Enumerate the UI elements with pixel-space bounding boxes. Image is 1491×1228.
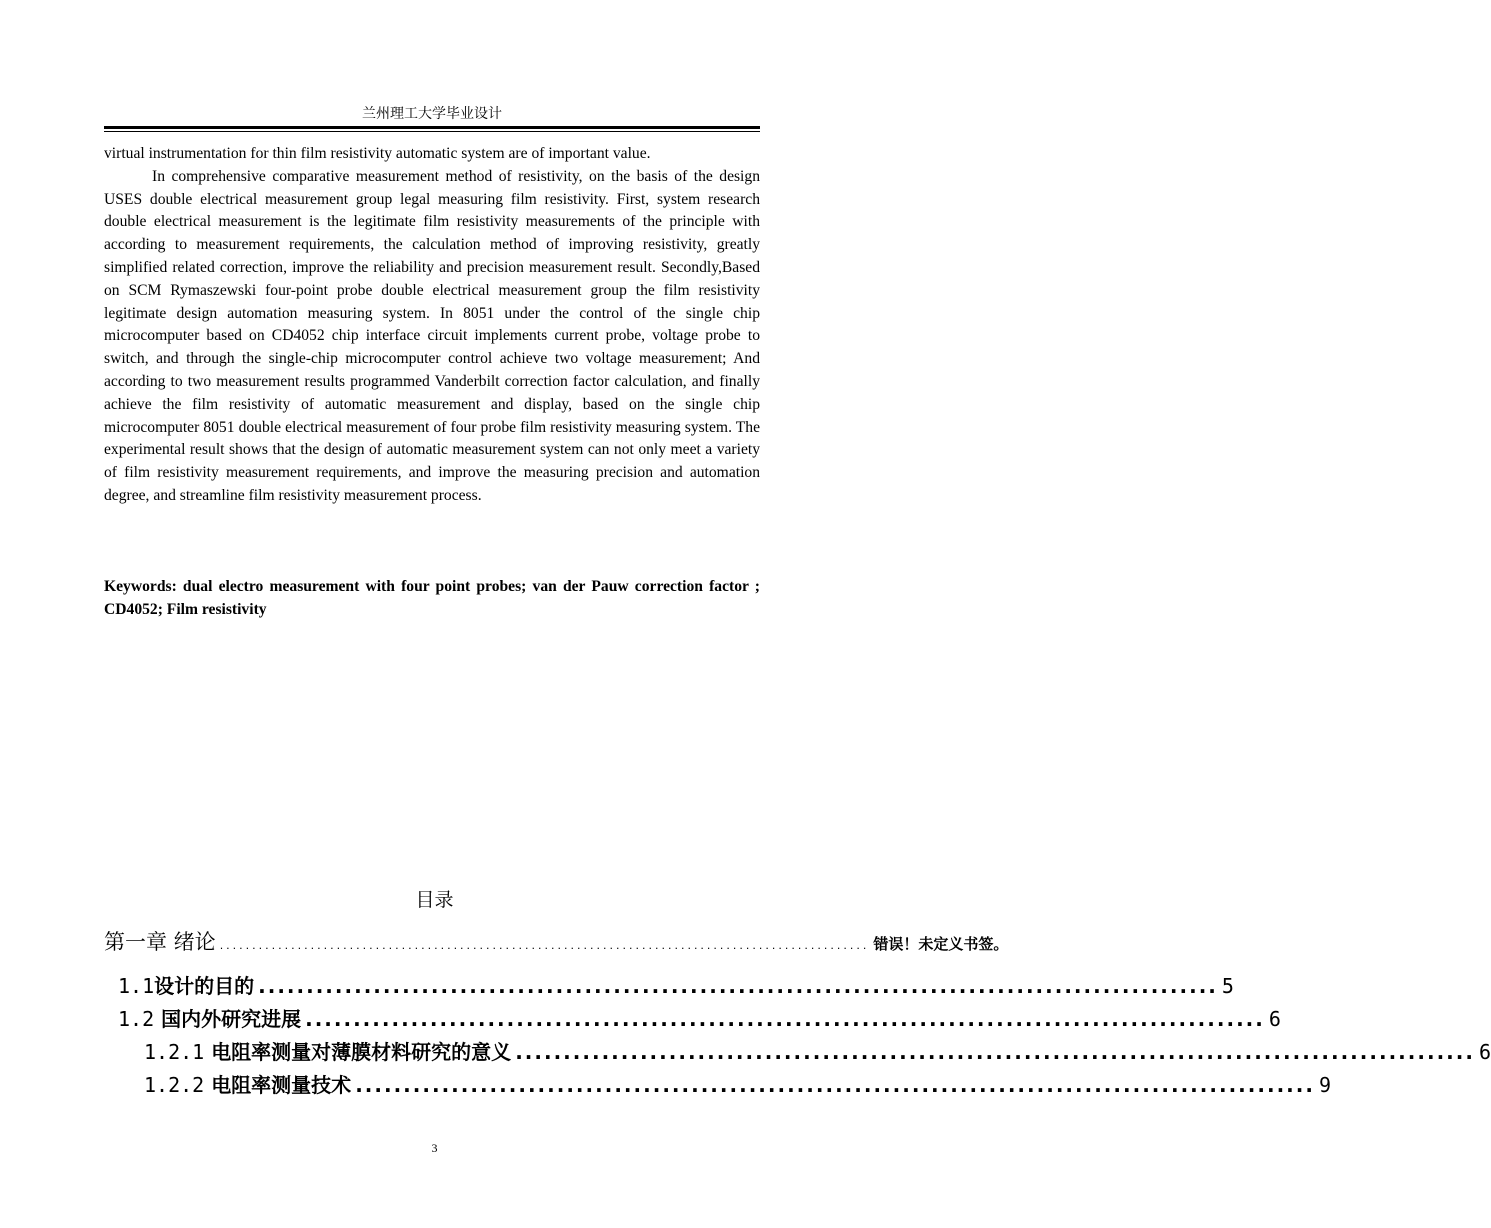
toc-leader-dots: .................................................................................................... <box>305 1007 1265 1031</box>
toc-entry-chapter-1[interactable] <box>104 926 1009 956</box>
toc-leader-dots: .................................................................................................... <box>515 1040 1475 1064</box>
toc-entry-label: 电阻率测量对薄膜材料研究的意义 <box>211 1040 512 1064</box>
toc-leader-dots: .................................................................................................... <box>258 974 1218 998</box>
toc-entry-label: 第一章 绪论 <box>104 930 216 954</box>
page-number: 3 <box>431 1141 438 1155</box>
toc-leader-dots: .................................................................................................... <box>355 1073 1315 1097</box>
toc-entry-page: 9 <box>1318 1073 1331 1097</box>
toc-entry-label: 设计的目的 <box>154 974 255 998</box>
header-rule-thin <box>104 131 760 132</box>
abstract-paragraph-2: In comprehensive comparative measurement method of resistivity, on the basis of the design USES double electrical measurement group legal measuring film resistivity. First, system research double electrical measurement is the legitimate film resistivity measurements of the principle with according to measurement requirements, the calculation method of improving resistivity, greatly simplified related correction, improve the reliability and precision measurement result. Secondly,Based on SCM Rymaszewski four-point probe double electrical measurement group the film resistivity legitimate design automation measuring system. In 8051 under the control of the single chip microcomputer based on CD4052 chip interface circuit implements current probe, voltage probe to switch, and through the single-chip microcomputer control achieve two voltage measurement; And according to two measurement results programmed Vanderbilt correction factor calculation, and finally achieve the film resistivity of automatic measurement and display, based on the single chip microcomputer 8051 double electrical measurement of four probe film resistivity measuring system. The experimental result shows that the design of automatic measurement system can not only meet a variety of film resistivity measurement requirements, and improve the measuring precision and automation degree, and streamline film resistivity measurement process. <box>104 167 760 504</box>
toc-entry-1-1[interactable] <box>118 970 1234 999</box>
page-header: 兰州理工大学毕业设计 <box>362 106 502 122</box>
header-rule-thick <box>104 126 760 129</box>
abstract-body <box>104 143 760 508</box>
toc-entry-1-2-2[interactable] <box>144 1069 1331 1098</box>
toc-entry-number: 1.2 <box>118 1007 155 1031</box>
abstract-paragraph-1: virtual instrumentation for thin film resistivity automatic system are of important value. <box>104 145 651 162</box>
keywords: Keywords: dual electro measurement with four point probes; van der Pauw correction factor ; CD4052; Film resistivity <box>104 578 760 618</box>
toc-entry-number: 1.2.2 <box>144 1073 205 1097</box>
toc-entry-number: 1.2.1 <box>144 1040 205 1064</box>
toc-title: 目录 <box>415 889 454 911</box>
toc-entry-page: 6 <box>1268 1007 1281 1031</box>
toc-entry-number: 1.1 <box>118 974 155 998</box>
toc-entry-label: 国内外研究进展 <box>161 1007 302 1031</box>
toc-entry-label: 电阻率测量技术 <box>211 1073 352 1097</box>
toc-entry-page: 5 <box>1221 974 1234 998</box>
toc-leader-dots: .................................................................................................... <box>219 939 870 952</box>
toc-entry-page: 6 <box>1478 1040 1491 1064</box>
toc-entry-1-2[interactable] <box>118 1003 1281 1032</box>
toc-entry-page: 错误！未定义书签。 <box>873 935 1009 953</box>
toc-entry-1-2-1[interactable] <box>144 1036 1491 1065</box>
